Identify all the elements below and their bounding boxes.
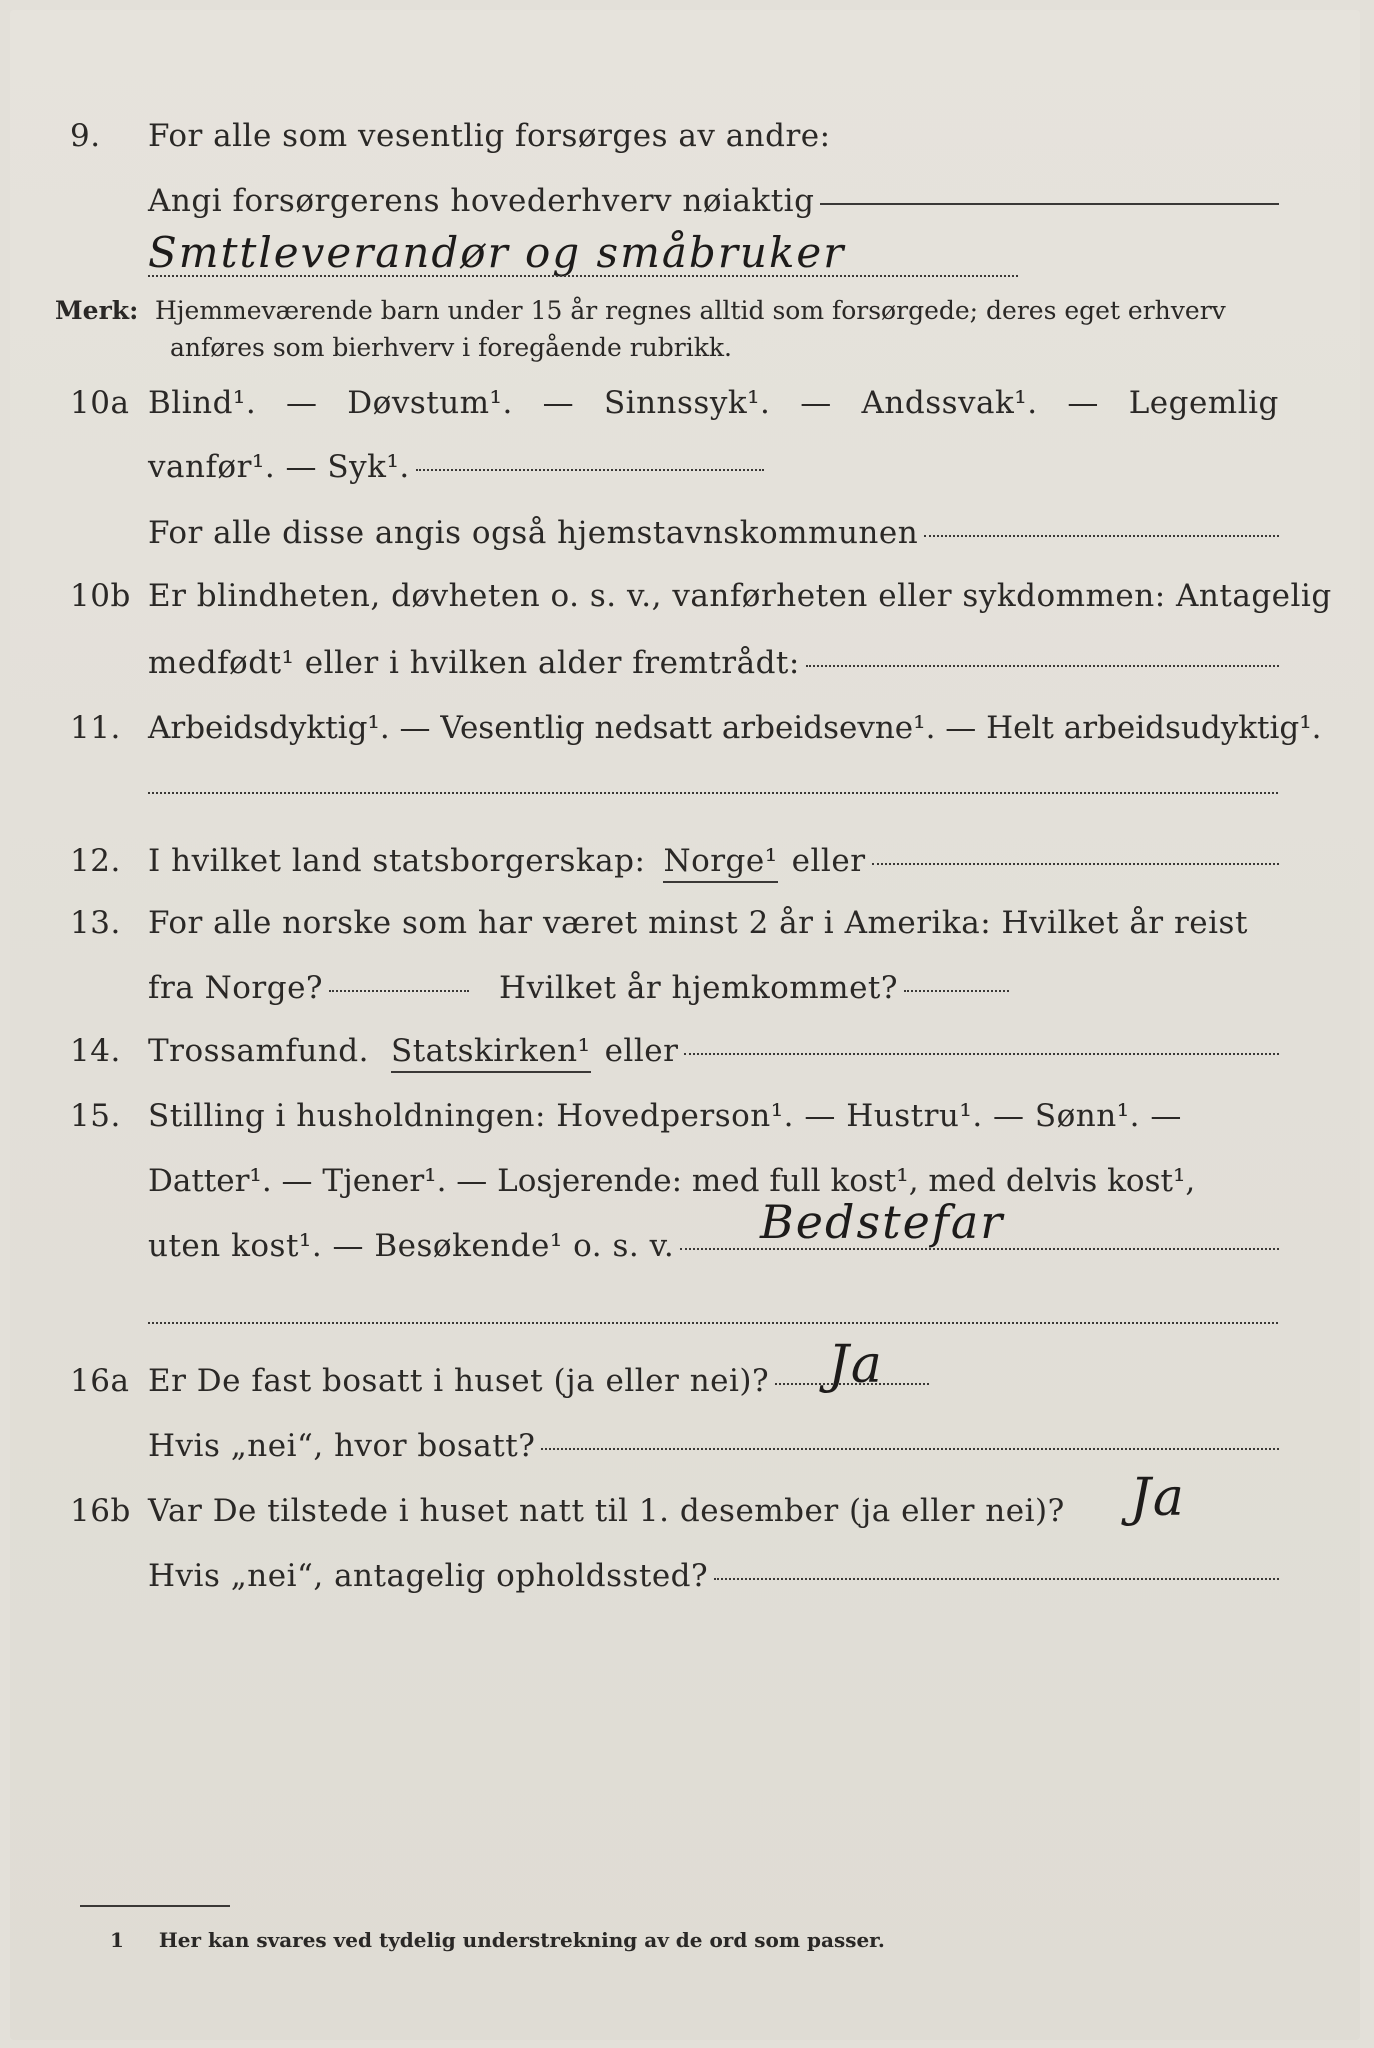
q9-line2 bbox=[70, 183, 1279, 219]
merk-text-2: anføres som bierhverv i foregående rubrikk. bbox=[170, 333, 732, 362]
q10a-hjemstavn-field[interactable] bbox=[924, 535, 1279, 537]
q10a-hjemstavn-label: For alle disse angis også hjemstavnskommunen bbox=[148, 515, 919, 551]
q9-handwritten-answer: Smttleverandør og småbruker bbox=[148, 228, 846, 277]
q15-line2 bbox=[70, 1163, 1279, 1199]
q10b-prompt: medfødt¹ eller i hvilken alder fremtrådt: bbox=[148, 645, 800, 681]
option-legemlig[interactable]: Legemlig bbox=[1128, 385, 1279, 421]
q15-options-3[interactable]: uten kost¹. — Besøkende¹ o. s. v. bbox=[148, 1228, 675, 1264]
q16b-label: Var De tilstede i huset natt til 1. desember (ja eller nei)? bbox=[148, 1493, 1065, 1529]
footnote-text: Her kan svares ved tydelig understrekning av de ord som passer. bbox=[158, 1928, 885, 1952]
q15-handwritten-answer: Bedstefar bbox=[760, 1195, 1005, 1249]
q14-line bbox=[70, 1033, 1279, 1073]
q16a-label: Er De fast bosatt i huset (ja eller nei)? bbox=[148, 1363, 770, 1399]
q14-label: Trossamfund. bbox=[148, 1033, 369, 1069]
q15-line3 bbox=[70, 1228, 1279, 1264]
q16b-opholdssted-field[interactable] bbox=[714, 1578, 1279, 1580]
q10b-label: Er blindheten, døvheten o. s. v., vanførheten eller sykdommen: Antagelig bbox=[148, 578, 1332, 614]
merk-text-1: Hjemmeværende barn under 15 år regnes alltid som forsørgede; deres eget erhverv bbox=[155, 296, 1226, 325]
q12-field[interactable] bbox=[872, 863, 1279, 865]
q12-label: I hvilket land statsborgerskap: bbox=[148, 843, 646, 879]
option-statskirken[interactable]: Statskirken¹ bbox=[391, 1033, 591, 1073]
q16a-number: 16a bbox=[70, 1363, 130, 1399]
q11-number: 11. bbox=[70, 710, 121, 746]
q16a-nei-label: Hvis „nei“, hvor bosatt? bbox=[148, 1428, 536, 1464]
q16a-handwritten-answer: Ja bbox=[828, 1335, 884, 1395]
q15-line1 bbox=[70, 1098, 1279, 1134]
q10b-number: 10b bbox=[70, 578, 131, 614]
q10b-line1 bbox=[70, 578, 1332, 614]
q13-reist-field[interactable] bbox=[329, 990, 469, 992]
q15-options-1[interactable]: Stilling i husholdningen: Hovedperson¹. — Hustru¹. — Sønn¹. — bbox=[148, 1098, 1182, 1134]
q11-answer-line[interactable] bbox=[148, 792, 1278, 794]
merk-note-2 bbox=[170, 333, 1279, 362]
q16b-line2 bbox=[70, 1558, 1279, 1594]
q16b-number: 16b bbox=[70, 1493, 131, 1529]
q10a-line2 bbox=[70, 449, 764, 485]
q12-eller: eller bbox=[791, 843, 866, 879]
q12-line bbox=[70, 843, 1279, 883]
q13-reist-label: fra Norge? bbox=[148, 970, 324, 1006]
q16b-line1 bbox=[70, 1493, 1094, 1529]
option-dovstum[interactable]: Døvstum¹. bbox=[347, 385, 513, 421]
option-sinnssyk[interactable]: Sinnssyk¹. bbox=[603, 385, 771, 421]
option-blind[interactable]: Blind¹. bbox=[148, 385, 257, 421]
q13-hjemkommet-field[interactable] bbox=[904, 990, 1009, 992]
q16a-line2 bbox=[70, 1428, 1279, 1464]
q9-line1 bbox=[70, 118, 1279, 154]
footnote-rule bbox=[80, 1905, 230, 1907]
q15-number: 15. bbox=[70, 1098, 121, 1134]
footnote-mark: 1 bbox=[110, 1928, 124, 1952]
merk-label: Merk: bbox=[55, 296, 139, 325]
merk-note bbox=[55, 296, 1279, 325]
q16a-bosatt-field[interactable] bbox=[541, 1448, 1279, 1450]
q13-number: 13. bbox=[70, 905, 121, 941]
q9-label: For alle som vesentlig forsørges av andre: bbox=[148, 118, 831, 154]
q11-line1 bbox=[70, 710, 1322, 746]
q9-number: 9. bbox=[70, 118, 101, 154]
q10a-number: 10a bbox=[70, 385, 130, 421]
option-norge[interactable]: Norge¹ bbox=[663, 843, 777, 883]
q10a-syk-field[interactable] bbox=[416, 469, 764, 471]
q10b-line2 bbox=[70, 645, 1279, 681]
q13-label: For alle norske som har været minst 2 år i Amerika: Hvilket år reist bbox=[148, 905, 1248, 941]
q13-line1 bbox=[70, 905, 1279, 941]
q10b-field[interactable] bbox=[806, 665, 1279, 667]
q10a-options: Blind¹. — Døvstum¹. — Sinnssyk¹. — Andssvak¹. — Legemlig bbox=[148, 385, 1279, 421]
q15-extra-line[interactable] bbox=[148, 1322, 1278, 1324]
q16b-handwritten-answer: Ja bbox=[1130, 1468, 1186, 1528]
footnote bbox=[110, 1928, 885, 1952]
q14-field[interactable] bbox=[684, 1053, 1279, 1055]
q16b-nei-label: Hvis „nei“, antagelig opholdssted? bbox=[148, 1558, 709, 1594]
q14-number: 14. bbox=[70, 1033, 121, 1069]
q10a-line1 bbox=[70, 385, 1279, 421]
q9-answer-underline bbox=[148, 275, 1018, 277]
q9-answer-line[interactable] bbox=[820, 203, 1279, 205]
q10a-line3 bbox=[70, 515, 1279, 551]
q16a-line1 bbox=[70, 1363, 929, 1399]
q14-eller: eller bbox=[604, 1033, 679, 1069]
q15-options-2[interactable]: Datter¹. — Tjener¹. — Losjerende: med full kost¹, med delvis kost¹, bbox=[148, 1163, 1196, 1199]
option-andssvak[interactable]: Andssvak¹. bbox=[861, 385, 1038, 421]
q11-options[interactable]: Arbeidsdyktig¹. — Vesentlig nedsatt arbeidsevne¹. — Helt arbeidsudyktig¹. bbox=[148, 710, 1322, 746]
q9-prompt: Angi forsørgerens hovederhverv nøiaktig bbox=[148, 183, 815, 219]
q13-line2 bbox=[70, 970, 1009, 1006]
q12-number: 12. bbox=[70, 843, 121, 879]
q10a-vanfor-syk[interactable]: vanfør¹. — Syk¹. bbox=[148, 449, 410, 485]
q13-hjemkommet-label: Hvilket år hjemkommet? bbox=[499, 970, 899, 1006]
